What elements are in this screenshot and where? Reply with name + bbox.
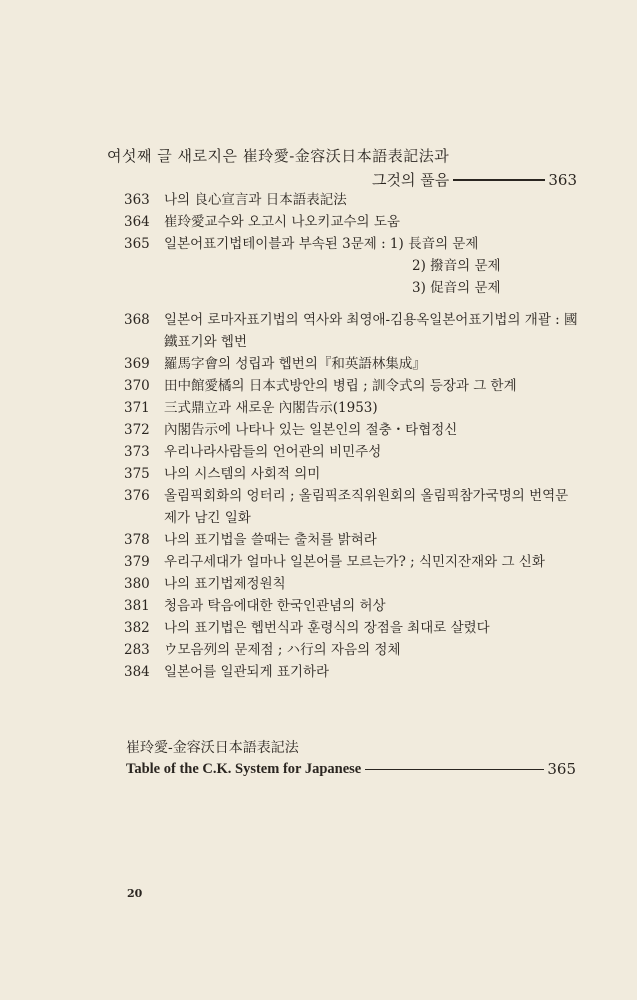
entry-page: 373 xyxy=(124,444,150,460)
entry-title: 일본어 로마자표기법의 역사와 최영애-김용옥일본어표기법의 개괄 : 國鐵표기와 헵번 xyxy=(164,312,578,350)
toc-entry xyxy=(124,397,579,419)
table-section-subheading: Table of the C.K. System for Japanese xyxy=(126,760,362,777)
toc-entry xyxy=(124,485,579,529)
entry-title: 일본어표기법테이블과 부속된 3문제 : 1) 長音의 문제 xyxy=(164,236,479,252)
entry-title: 나의 良心宣言과 日本語表記法 xyxy=(164,192,347,208)
entry-title: 올림픽회화의 엉터리 ; 올림픽조직위원회의 올림픽참가국명의 번역문제가 남긴 일화 xyxy=(164,488,569,526)
entry-page: 376 xyxy=(124,488,150,504)
toc-entry xyxy=(124,441,579,463)
leader-line xyxy=(453,179,545,181)
entry-title: 청음과 탁음에대한 한국인관념의 허상 xyxy=(164,598,386,614)
toc-entry xyxy=(124,255,579,277)
toc-entry xyxy=(124,375,579,397)
entry-page: 283 xyxy=(124,642,150,658)
toc-entry xyxy=(124,639,579,661)
toc-entry xyxy=(124,463,579,485)
entry-page: 375 xyxy=(124,466,150,482)
entry-title: 3) 促音의 문제 xyxy=(412,280,501,296)
entry-title: ウ모음列의 문제점 ; ハ行의 자음의 정체 xyxy=(164,642,401,658)
toc-entry xyxy=(124,617,579,639)
entry-title: 우리나라사람들의 언어관의 비민주성 xyxy=(164,444,382,460)
toc-entry xyxy=(124,309,579,353)
toc-entry xyxy=(124,353,579,375)
section-heading: 여섯째 글 새로지은 崔玲愛-金容沃日本語表記法과 xyxy=(107,147,450,165)
toc-entry xyxy=(124,233,579,255)
toc-entry xyxy=(124,211,579,233)
entry-page: 384 xyxy=(124,664,150,680)
entry-title: 일본어를 일관되게 표기하라 xyxy=(164,664,330,680)
table-section-subheading-row xyxy=(126,760,576,778)
toc-entry xyxy=(124,595,579,617)
section-subheading-row xyxy=(372,169,577,190)
toc-entry xyxy=(124,419,579,441)
entry-page: 379 xyxy=(124,554,150,570)
entry-title: 나의 표기법을 쓸때는 출처를 밝혀라 xyxy=(164,532,377,548)
toc-entries xyxy=(124,189,579,683)
entry-page: 368 xyxy=(124,312,150,328)
toc-entry xyxy=(124,529,579,551)
entry-title: 우리구세대가 얼마나 일본어를 모르는가? ; 식민지잔재와 그 신화 xyxy=(164,554,545,570)
entry-page: 370 xyxy=(124,378,150,394)
table-section-page-number: 365 xyxy=(547,760,576,778)
entry-title: 나의 시스템의 사회적 의미 xyxy=(164,466,321,482)
entry-page: 364 xyxy=(124,214,150,230)
toc-entry xyxy=(124,573,579,595)
footer-page-number: 20 xyxy=(127,887,143,900)
entry-title: 三式鼎立과 새로운 內閣告示(1953) xyxy=(164,400,378,416)
entry-title: 나의 표기법제정원칙 xyxy=(164,576,286,592)
entry-page xyxy=(124,277,164,299)
table-section-heading: 崔玲愛-金容沃日本語表記法 xyxy=(126,740,299,756)
toc-entry xyxy=(124,551,579,573)
entry-page: 382 xyxy=(124,620,150,636)
entry-title: 田中館愛橘의 日本式방안의 병립 ; 訓令式의 등장과 그 한계 xyxy=(164,378,517,394)
toc-entry xyxy=(124,189,579,211)
section-page-number: 363 xyxy=(548,170,577,189)
toc-entry xyxy=(124,661,579,683)
entry-title: 羅馬字會의 성립과 헵번의『和英語林集成』 xyxy=(164,356,426,372)
entry-page xyxy=(124,255,164,277)
entry-page: 380 xyxy=(124,576,150,592)
section-subheading: 그것의 풀음 xyxy=(372,171,450,189)
entry-title: 內閣告示에 나타나 있는 일본인의 절충・타협정신 xyxy=(164,422,458,438)
entry-page: 365 xyxy=(124,236,150,252)
leader-line xyxy=(365,769,544,770)
entry-page: 372 xyxy=(124,422,150,438)
entry-page: 369 xyxy=(124,356,150,372)
entry-page: 371 xyxy=(124,400,150,416)
entry-title: 나의 표기법은 헵번식과 훈령식의 장점을 최대로 살렸다 xyxy=(164,620,490,636)
toc-entry xyxy=(124,277,579,299)
entry-title: 2) 撥音의 문제 xyxy=(412,258,501,274)
entry-page: 381 xyxy=(124,598,150,614)
entry-page: 363 xyxy=(124,192,150,208)
entry-title: 崔玲愛교수와 오고시 나오키교수의 도움 xyxy=(164,214,400,230)
entry-page: 378 xyxy=(124,532,150,548)
